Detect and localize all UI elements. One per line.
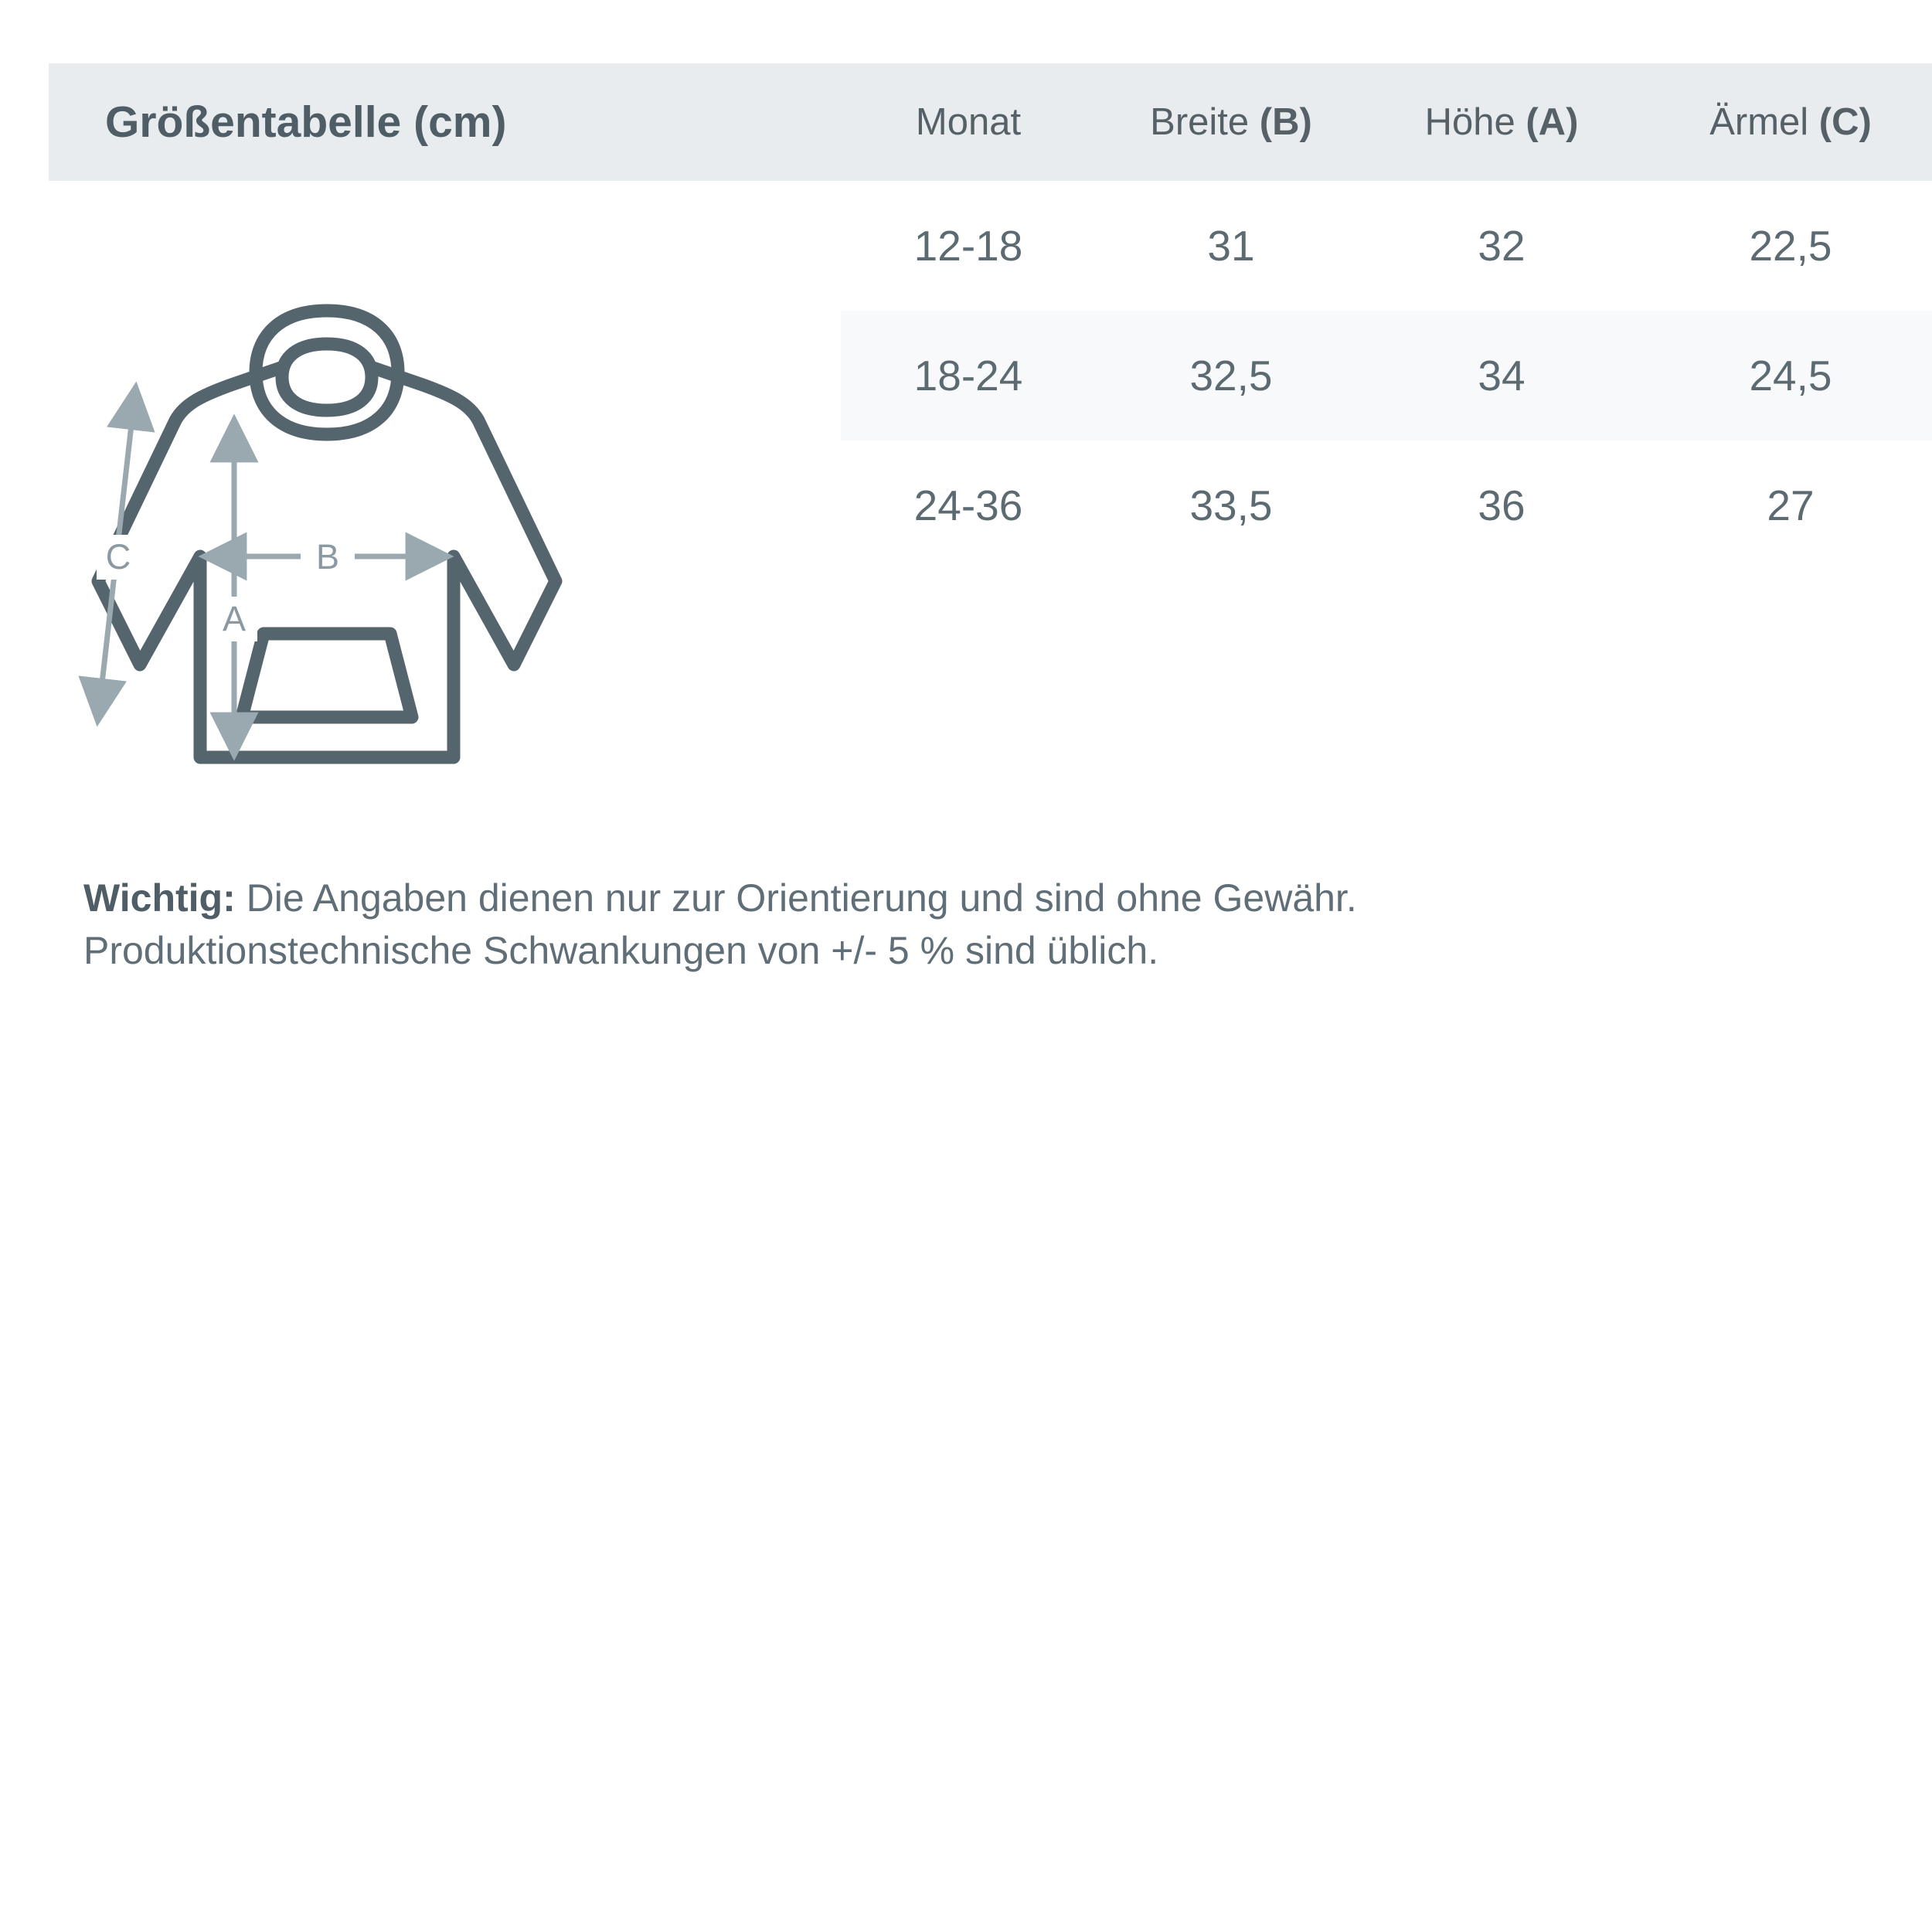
hoodie-measurement-diagram (49, 232, 829, 835)
cell-aermel: 27 (1767, 481, 1815, 529)
cell-aermel: 22,5 (1749, 222, 1832, 270)
cell-monat: 12-18 (913, 222, 1023, 270)
column-header-breite (1096, 63, 1366, 181)
cell-monat: 24-36 (913, 481, 1023, 529)
column-header-monat-label: Monat (915, 101, 1022, 143)
page-title: Größentabelle (cm) (49, 63, 841, 181)
table-header-row (49, 63, 1932, 181)
column-header-monat (841, 63, 1096, 181)
hoodie-outline-icon (98, 311, 556, 757)
cell-breite: 31 (1207, 222, 1255, 270)
cell-breite: 33,5 (1189, 481, 1273, 529)
disclaimer-line-2: Produktionstechnische Schwankungen von +/- 5 % sind üblich. (83, 929, 1159, 972)
measurement-b (208, 535, 444, 578)
disclaimer-label: Wichtig: (83, 876, 236, 920)
column-header-hoehe-key: (A) (1526, 101, 1579, 143)
cell-hoehe: 34 (1366, 311, 1637, 440)
column-header-breite-key: (B) (1259, 101, 1312, 143)
column-header-aermel-label: Ärmel (1709, 101, 1819, 143)
measurement-a-label: A (222, 599, 247, 638)
measurement-b-label: B (315, 537, 340, 577)
cell-breite: 32,5 (1096, 311, 1366, 440)
disclaimer-line-1: Die Angaben dienen nur zur Orientierung und sind ohne Gewähr. (235, 876, 1357, 920)
column-header-hoehe (1366, 63, 1637, 181)
cell-aermel: 24,5 (1637, 311, 1932, 440)
column-header-breite-label: Breite (1150, 101, 1260, 143)
disclaimer-note (83, 872, 1861, 977)
column-header-hoehe-label: Höhe (1424, 101, 1526, 143)
measurement-c-label: C (105, 537, 131, 577)
cell-hoehe: 32 (1478, 222, 1526, 270)
cell-monat: 18-24 (841, 311, 1096, 440)
column-header-aermel (1637, 63, 1932, 181)
column-header-aermel-key: (C) (1818, 101, 1872, 143)
size-table-header (49, 63, 1932, 181)
cell-hoehe: 36 (1478, 481, 1526, 529)
